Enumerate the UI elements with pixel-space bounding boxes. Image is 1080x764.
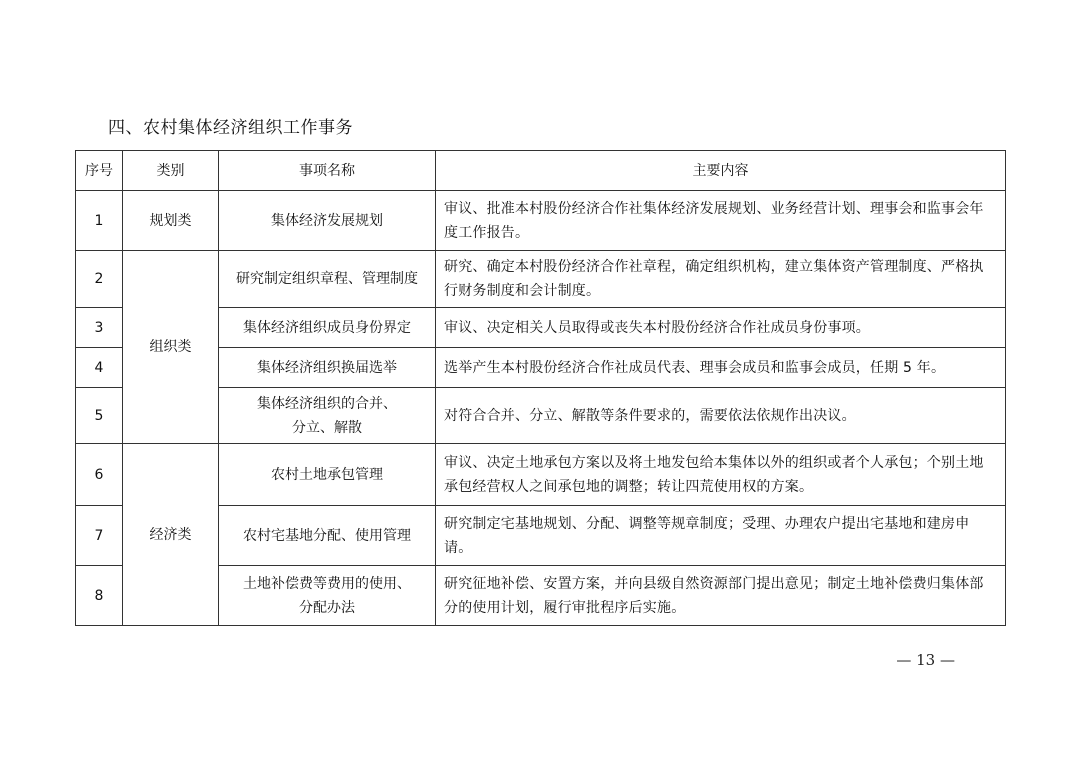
matter-content: 选举产生本村股份经济合作社成员代表、理事会成员和监事会成员，任期 5 年。 [436, 348, 1006, 388]
matter-name-line: 分立、解散 [292, 419, 362, 436]
row-number: 8 [76, 566, 123, 626]
category-cell: 经济类 [123, 444, 219, 626]
row-number: 4 [76, 348, 123, 388]
row-number: 3 [76, 308, 123, 348]
table-row [76, 251, 1006, 308]
matter-name-line: 土地补偿费等费用的使用、 [243, 575, 411, 592]
matter-name-line: 分配办法 [299, 599, 355, 616]
row-number: 7 [76, 506, 123, 566]
matter-name: 农村土地承包管理 [219, 444, 436, 506]
category-cell: 组织类 [123, 251, 219, 444]
matter-content: 审议、决定相关人员取得或丧失本村股份经济合作社成员身份事项。 [436, 308, 1006, 348]
header-content: 主要内容 [436, 151, 1006, 191]
page-number: — 13 — [896, 651, 955, 669]
matter-name [219, 566, 436, 626]
matter-content: 研究制定宅基地规划、分配、调整等规章制度；受理、办理农户提出宅基地和建房申请。 [436, 506, 1006, 566]
matter-name: 集体经济组织成员身份界定 [219, 308, 436, 348]
matter-content: 对符合合并、分立、解散等条件要求的，需要依法依规作出决议。 [436, 388, 1006, 444]
matter-content: 研究、确定本村股份经济合作社章程，确定组织机构，建立集体资产管理制度、严格执行财务制度和会计制度。 [436, 251, 1006, 308]
matter-content: 审议、决定土地承包方案以及将土地发包给本集体以外的组织或者个人承包；个别土地承包经营权人之间承包地的调整；转让四荒使用权的方案。 [436, 444, 1006, 506]
matters-table [75, 150, 1006, 626]
row-number: 5 [76, 388, 123, 444]
table-header-row [76, 151, 1006, 191]
header-name: 事项名称 [219, 151, 436, 191]
category-cell: 规划类 [123, 191, 219, 251]
section-title: 四、农村集体经济组织工作事务 [108, 118, 353, 138]
matter-name: 农村宅基地分配、使用管理 [219, 506, 436, 566]
row-number: 1 [76, 191, 123, 251]
matter-name-line: 集体经济组织的合并、 [257, 395, 397, 412]
matter-content: 审议、批准本村股份经济合作社集体经济发展规划、业务经营计划、理事会和监事会年度工作报告。 [436, 191, 1006, 251]
matter-name [219, 388, 436, 444]
table-row [76, 444, 1006, 506]
row-number: 6 [76, 444, 123, 506]
matter-name: 研究制定组织章程、管理制度 [219, 251, 436, 308]
header-category: 类别 [123, 151, 219, 191]
matter-name: 集体经济组织换届选举 [219, 348, 436, 388]
matter-name: 集体经济发展规划 [219, 191, 436, 251]
row-number: 2 [76, 251, 123, 308]
header-no: 序号 [76, 151, 123, 191]
matter-content: 研究征地补偿、安置方案，并向县级自然资源部门提出意见；制定土地补偿费归集体部分的使用计划，履行审批程序后实施。 [436, 566, 1006, 626]
table-row [76, 191, 1006, 251]
